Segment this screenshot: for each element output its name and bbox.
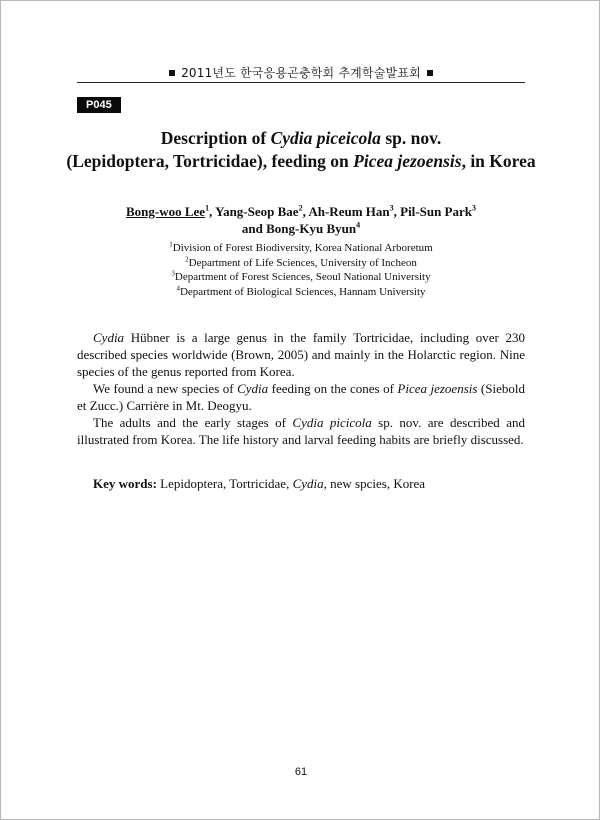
keywords-italic: Cydia: [292, 476, 324, 491]
author-name: Bong-woo Lee: [126, 204, 206, 219]
affiliation-sup: 4: [176, 283, 180, 292]
title-line-1: [41, 127, 561, 150]
abstract-text: (Siebold et Zucc.) Carrière in Mt. Deogyu.: [77, 381, 525, 413]
affiliation: [41, 285, 561, 300]
keywords-text: Lepidoptera, Tortricidae,: [156, 476, 293, 491]
affiliation-sup: 3: [171, 269, 175, 278]
affiliation-text: Department of Life Sciences, University of Incheon: [188, 256, 417, 269]
abstract-paragraph: [77, 329, 525, 380]
title-italic: Picea jezoensis: [353, 151, 462, 171]
affiliation-text: Department of Biological Sciences, Hannam University: [179, 285, 426, 298]
abstract-text: We found a new species of: [93, 381, 238, 396]
author-name: and Bong-Kyu Byun: [241, 221, 357, 236]
author-sep: ,: [209, 204, 216, 219]
title-italic: Cydia piceicola: [270, 128, 381, 148]
affiliation-text: Department of Forest Sciences, Seoul National University: [174, 271, 431, 283]
paper-title: [41, 127, 561, 173]
author-sep: ,: [302, 204, 309, 219]
abstract-text: Hübner is a large genus in the family Tortricidae, including over 230 described species worldwide (Brown, 2005) and mainly in the Holarctic region. Nine species of the genus reported from Korea.: [77, 330, 525, 379]
page-number: 61: [294, 766, 308, 778]
affiliation-list: [41, 241, 561, 299]
affiliation-sup: 1: [169, 240, 173, 249]
affiliation-sup: 2: [185, 254, 189, 263]
author-sup: 3: [472, 203, 476, 213]
affiliation: [41, 241, 561, 256]
affiliation: [41, 256, 561, 271]
abstract-italic: Picea jezoensis: [397, 381, 478, 396]
abstract-italic: Cydia: [237, 381, 269, 396]
affiliation: [41, 270, 561, 285]
title-text: (Lepidoptera, Tortricidae), feeding on: [66, 151, 354, 171]
title-text: Description of: [160, 128, 271, 148]
square-bullet-icon: [169, 70, 175, 76]
abstract-text: The adults and the early stages of: [93, 415, 293, 430]
keywords-label: Key words:: [93, 476, 157, 491]
author-sup: 1: [205, 203, 210, 213]
author-name: Ah-Reum Han: [308, 204, 390, 219]
author-line-1: [41, 203, 561, 220]
author-name: Yang-Seop Bae: [215, 204, 299, 219]
author-sup: 4: [356, 220, 361, 230]
author-name: Pil-Sun Park: [400, 204, 472, 219]
keywords-text: , new spcies, Korea: [323, 476, 426, 491]
abstract-paragraph: [77, 380, 525, 414]
author-list: [41, 203, 561, 237]
running-header: [1, 64, 600, 81]
abstract-text: sp. nov. are described and illustrated from Korea. The life history and larval feeding habits are briefly discussed.: [77, 415, 525, 447]
author-sup: 2: [298, 203, 303, 213]
header-rule: [77, 82, 525, 83]
keywords: [93, 475, 525, 492]
affiliation-text: Division of Forest Biodiversity, Korea National Arboretum: [172, 242, 433, 254]
title-text: sp. nov.: [380, 128, 442, 148]
abstract-text: feeding on the cones of: [268, 381, 398, 396]
author-sup: 3: [389, 203, 394, 213]
title-text: , in Korea: [461, 151, 536, 171]
author-line-2: [41, 220, 561, 237]
poster-code-badge: P045: [77, 97, 121, 113]
author-sep: ,: [393, 204, 401, 219]
abstract-body: [77, 329, 525, 448]
abstract-italic: Cydia picicola: [292, 415, 372, 430]
running-header-text: 2011년도 한국응용곤충학회 추계학술발표회: [181, 66, 421, 80]
abstract-paragraph: [77, 414, 525, 448]
abstract-italic: Cydia: [93, 330, 125, 345]
title-line-2: [41, 150, 561, 173]
square-bullet-icon: [427, 70, 433, 76]
